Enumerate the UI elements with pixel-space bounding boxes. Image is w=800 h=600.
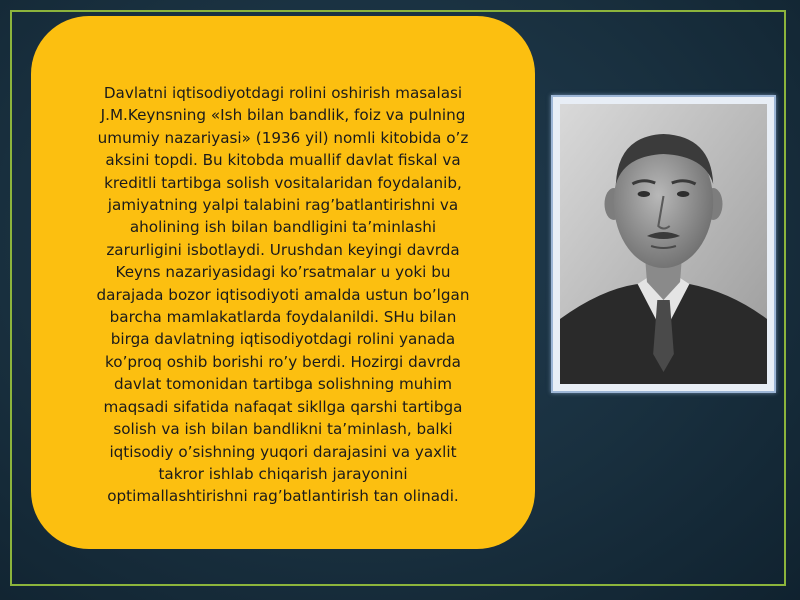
- portrait-photo: [560, 104, 767, 384]
- body-text: Davlatni iqtisodiyotdagi rolini oshirish masalasi J.M.Keynsning «Ish bilan bandlik, foiz va pulning umumiy nazariyasi» (1936 yil) nomli kitobida o’z aksini topdi. Bu kitobda muallif davlat fiskal va kreditli tartibga solish vositalaridan foydalanib, jamiyatning yalpi talabini rag’batlantirishni va aholining ish bilan bandligini ta’minlashi zarurligini isbotlaydi. Urushdan keyingi davrda Keyns nazariyasidagi ko’rsatmalar u yoki bu darajada bozor iqtisodiyoti amalda ustun bo’lgan barcha mamlakatlarda foydalanildi. SHu bilan birga davlatning iqtisodiyotdagi rolini yanada ko’proq oshib borishi ro’y berdi. Hozirgi davrda davlat tomonidan tartibga solishning muhim maqsadi sifatida nafaqat sikllga qarshi tartibga solish va ish bilan bandlikni ta’minlash, balki iqtisodiy o’sishning yuqori darajasini va yaxlit takror ishlab chiqarish jarayonini optimallashtirishni rag’batlantirish tan olinadi.: [96, 84, 470, 506]
- portrait-frame: [551, 95, 776, 393]
- text-panel: [31, 16, 535, 549]
